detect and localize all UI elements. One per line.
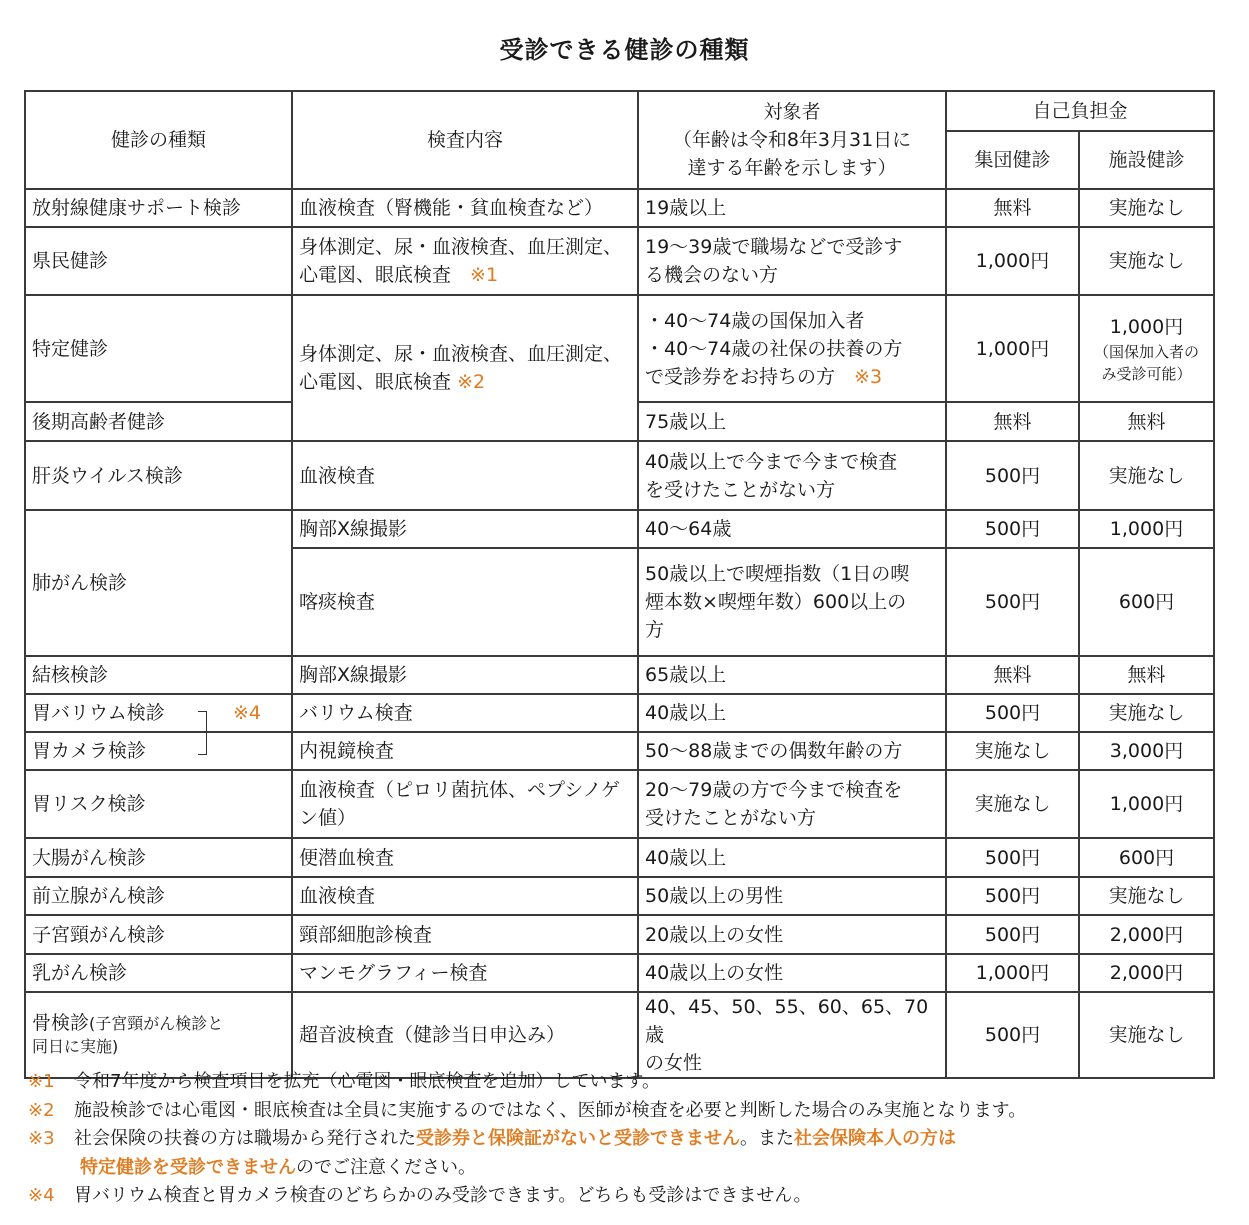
header-target-note: 達する年齢を示します） <box>687 157 897 179</box>
row-name <box>25 992 292 1078</box>
row-facility-cost-note: （国保加入者の <box>1093 342 1199 361</box>
row-group-cost: 500円 <box>946 441 1079 510</box>
exam-table <box>24 90 1215 1079</box>
row-target-line: で受診券をお持ちの方 <box>645 365 836 388</box>
row-name: 子宮頸がん検診 <box>25 915 292 954</box>
header-group: 集団健診 <box>946 131 1079 189</box>
row-name: 前立腺がん検診 <box>25 877 292 915</box>
row-group-cost: 500円 <box>946 838 1079 877</box>
row-facility-cost-value: 1,000円 <box>1109 315 1184 338</box>
row-group-cost: 500円 <box>946 992 1079 1078</box>
row-content: 喀痰検査 <box>292 548 638 656</box>
row-target <box>638 992 946 1078</box>
row-content-line: 身体測定、尿・血液検査、血圧測定、 <box>299 236 623 258</box>
header-type: 健診の種類 <box>25 91 292 189</box>
footnote-highlight: 受診券と保険証がないと受診できません <box>416 1128 740 1149</box>
row-name: 結核検診 <box>25 656 292 694</box>
table-row <box>25 189 1214 227</box>
row-name-text: 骨検診 <box>32 1012 90 1034</box>
row-facility-cost: 無料 <box>1079 402 1214 441</box>
row-group-cost: 500円 <box>946 877 1079 915</box>
footnote-1 <box>28 1068 1238 1097</box>
row-target-line: る機会のない方 <box>645 264 779 286</box>
row-target <box>638 441 946 510</box>
table-row <box>25 295 1214 402</box>
row-name: 後期高齢者健診 <box>25 402 292 441</box>
header-target-title: 対象者 <box>763 101 821 123</box>
row-target: 40～64歳 <box>638 510 946 548</box>
row-facility-cost: 実施なし <box>1079 694 1214 732</box>
row-content: 血液検査 <box>292 441 638 510</box>
table-row <box>25 877 1214 915</box>
row-target-line: 40歳以上で今まで今まで検査 <box>645 450 898 473</box>
row-name: 放射線健康サポート検診 <box>25 189 292 227</box>
row-content: 超音波検査（健診当日申込み） <box>292 992 638 1078</box>
row-content-line: 血液検査（ピロリ菌抗体、ペプシノゲ <box>299 779 620 801</box>
row-group-cost: 1,000円 <box>946 295 1079 402</box>
row-content: 血液検査（腎機能・貧血検査など） <box>292 189 638 227</box>
row-facility-cost: 1,000円 <box>1079 510 1214 548</box>
row-target: 40歳以上の女性 <box>638 954 946 992</box>
header-target-note: （年齢は令和8年3月31日に <box>672 129 912 151</box>
note-ref: ※4 <box>232 702 261 724</box>
row-content-line: 心電図、眼底検査 <box>299 264 452 286</box>
footnote-mark: ※3 <box>28 1128 55 1149</box>
header-content: 検査内容 <box>292 91 638 189</box>
footnote-mark: ※1 <box>28 1071 55 1092</box>
row-group-cost: 500円 <box>946 510 1079 548</box>
note-ref: ※1 <box>470 264 499 286</box>
row-group-cost: 実施なし <box>946 770 1079 838</box>
row-name: 乳がん検診 <box>25 954 292 992</box>
footnote-mark: ※4 <box>28 1185 55 1206</box>
row-group-cost: 無料 <box>946 656 1079 694</box>
table-row <box>25 656 1214 694</box>
row-target <box>638 770 946 838</box>
table-row <box>25 227 1214 295</box>
row-target: 50～88歳までの偶数年齢の方 <box>638 732 946 770</box>
table-row <box>25 441 1214 510</box>
row-facility-cost: 600円 <box>1079 838 1214 877</box>
footnote-text: 。また <box>740 1128 794 1149</box>
page-title: 受診できる健診の種類 <box>499 36 750 64</box>
row-facility-cost: 600円 <box>1079 548 1214 656</box>
footnote-text: 令和7年度から検査項目を拡充（心電図・眼底検査を追加）しています。 <box>74 1071 661 1092</box>
row-group-cost: 無料 <box>946 402 1079 441</box>
footnote-text: 施設検診では心電図・眼底検査は全員に実施するのではなく、医師が検査を必要と判断した場合のみ実施となります。 <box>74 1099 1027 1121</box>
note-ref: ※3 <box>854 365 883 388</box>
footnote-text: のでご注意ください。 <box>296 1156 476 1178</box>
footnote-text: 胃バリウム検査と胃カメラ検査のどちらかのみ受診できます。どちらも受診はできません。 <box>74 1185 812 1206</box>
row-content-line: 身体測定、尿・血液検査、血圧測定、 <box>299 343 623 365</box>
row-content: 便潜血検査 <box>292 838 638 877</box>
row-group-cost: 無料 <box>946 189 1079 227</box>
row-name: 肺がん検診 <box>25 510 292 656</box>
row-target-line: 受けたことがない方 <box>645 807 817 829</box>
row-name-text: 胃バリウム検診 <box>32 702 165 724</box>
row-content: 胸部X線撮影 <box>292 510 638 548</box>
row-group-cost: 500円 <box>946 548 1079 656</box>
footnote-3 <box>28 1125 1238 1154</box>
row-group-cost: 500円 <box>946 694 1079 732</box>
row-facility-cost: 無料 <box>1079 656 1214 694</box>
row-name: 特定健診 <box>25 295 292 402</box>
row-content <box>292 295 638 441</box>
row-target-line: ・40～74歳の国保加入者 <box>645 309 865 332</box>
row-name-sub: 同日に実施) <box>32 1037 119 1056</box>
row-content: マンモグラフィー検査 <box>292 954 638 992</box>
row-group-cost: 1,000円 <box>946 954 1079 992</box>
row-content: 頸部細胞診検査 <box>292 915 638 954</box>
table-row <box>25 992 1214 1078</box>
note-ref: ※2 <box>457 371 486 393</box>
row-content <box>292 227 638 295</box>
row-content: 胸部X線撮影 <box>292 656 638 694</box>
row-name <box>25 694 292 732</box>
footnote-4 <box>28 1182 1238 1211</box>
row-target: 75歳以上 <box>638 402 946 441</box>
row-target <box>638 548 946 656</box>
row-facility-cost: 実施なし <box>1079 992 1214 1078</box>
footnote-text: 社会保険の扶養の方は職場から発行された <box>74 1128 416 1149</box>
row-target <box>638 295 946 402</box>
row-target: 65歳以上 <box>638 656 946 694</box>
row-name: 大腸がん検診 <box>25 838 292 877</box>
row-target-line: の女性 <box>645 1052 703 1074</box>
footnote-2 <box>28 1097 1238 1126</box>
row-target-line: を受けたことがない方 <box>645 478 836 501</box>
row-target: 40歳以上 <box>638 694 946 732</box>
footnotes <box>28 1068 1238 1211</box>
row-content: バリウム検査 <box>292 694 638 732</box>
row-target: 40歳以上 <box>638 838 946 877</box>
row-target-line: 煙本数×喫煙年数）600以上の <box>645 591 907 613</box>
header-row <box>25 91 1214 131</box>
row-facility-cost-note: み受診可能） <box>1101 364 1192 383</box>
row-content: 内視鏡検査 <box>292 732 638 770</box>
row-facility-cost: 3,000円 <box>1079 732 1214 770</box>
row-target <box>638 227 946 295</box>
row-content: 血液検査 <box>292 877 638 915</box>
table-row <box>25 838 1214 877</box>
row-facility-cost: 実施なし <box>1079 227 1214 295</box>
row-name: 胃リスク検診 <box>25 770 292 838</box>
row-facility-cost: 実施なし <box>1079 877 1214 915</box>
row-facility-cost: 2,000円 <box>1079 915 1214 954</box>
row-target-line: ・40～74歳の社保の扶養の方 <box>645 337 903 360</box>
header-cost: 自己負担金 <box>946 91 1214 131</box>
table-row <box>25 954 1214 992</box>
footnote-highlight: 社会保険本人の方は <box>794 1128 956 1149</box>
row-name: 肝炎ウイルス検診 <box>25 441 292 510</box>
header-target <box>638 91 946 189</box>
row-facility-cost <box>1079 295 1214 402</box>
row-target-line: 方 <box>645 619 665 641</box>
row-name: 県民健診 <box>25 227 292 295</box>
row-target: 20歳以上の女性 <box>638 915 946 954</box>
footnote-mark: ※2 <box>28 1099 55 1121</box>
row-target-line: 40、45、50、55、60、65、70歳 <box>645 996 929 1046</box>
row-facility-cost: 実施なし <box>1079 189 1214 227</box>
footnote-3-cont <box>28 1154 1238 1183</box>
row-facility-cost: 1,000円 <box>1079 770 1214 838</box>
row-target: 50歳以上の男性 <box>638 877 946 915</box>
row-facility-cost: 実施なし <box>1079 441 1214 510</box>
row-target-line: 19～39歳で職場などで受診す <box>645 236 903 258</box>
row-target: 19歳以上 <box>638 189 946 227</box>
row-target-line: 50歳以上で喫煙指数（1日の喫 <box>645 563 910 585</box>
row-group-cost: 実施なし <box>946 732 1079 770</box>
row-content-line: 心電図、眼底検査 <box>299 371 452 393</box>
footnote-highlight: 特定健診を受診できません <box>80 1156 296 1178</box>
row-target-line: 20～79歳の方で今まで検査を <box>645 779 903 801</box>
row-name-sub: (子宮頸がん検診と <box>89 1014 224 1033</box>
row-content-line: ン値） <box>299 807 357 829</box>
row-name: 胃カメラ検診 <box>25 732 292 770</box>
table-row <box>25 510 1214 548</box>
header-facility: 施設健診 <box>1079 131 1214 189</box>
table-row <box>25 770 1214 838</box>
row-content <box>292 770 638 838</box>
row-facility-cost: 2,000円 <box>1079 954 1214 992</box>
table-row <box>25 915 1214 954</box>
stomach-bracket <box>198 711 207 755</box>
row-group-cost: 500円 <box>946 915 1079 954</box>
row-group-cost: 1,000円 <box>946 227 1079 295</box>
